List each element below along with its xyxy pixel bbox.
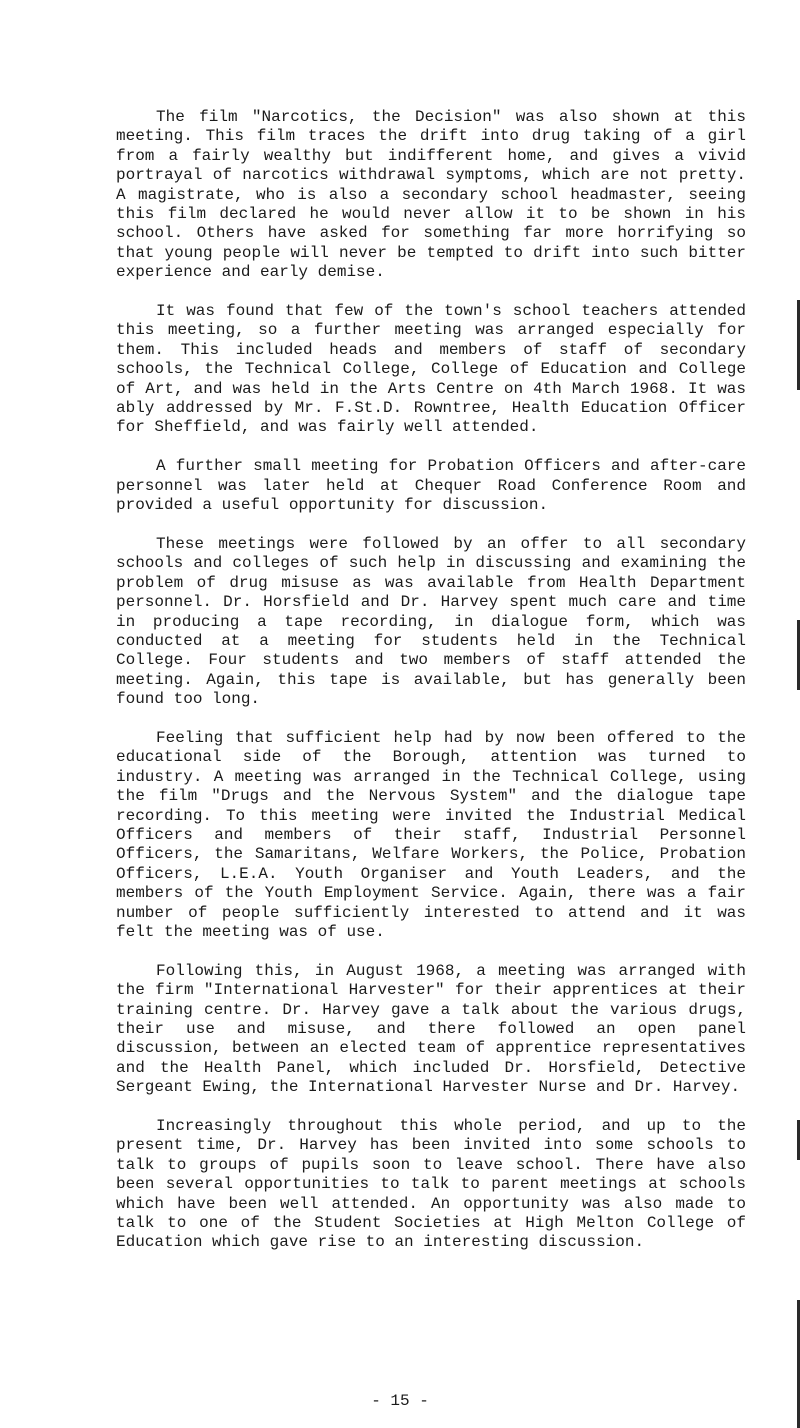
paragraph-probation-meeting: A further small meeting for Probation Officers and after-care personnel was later held at Chequer Road Conference Room and provided a useful opportunity for discussion.	[116, 457, 746, 515]
paragraph-schools-offer: These meetings were followed by an offer to all secondary schools and colleges of such help in discussing and examining the problem of drug misuse as was available from Health Department personnel. Dr. Horsfield and Dr. Harvey spent much care and time in producing a tape recording, in dialogue form, which was conducted at a meeting for students held in the Technical College. Four students and two members of staff attended the meeting. Again, this tape is available, but has generally been found too long.	[116, 534, 746, 709]
paragraph-industry-meeting: Feeling that sufficient help had by now been offered to the educational side of the Borough, attention was turned to industry. A meeting was arranged in the Technical College, using the film "Drugs and the Nervous System" and the dialogue tape recording. To this meeting were invited the Industrial Medical Officers and members of their staff, Industrial Personnel Officers, the Samaritans, Welfare Workers, the Police, Probation Officers, L.E.A. Youth Organiser and Youth Leaders, and the members of the Youth Employment Service. Again, there was a fair number of people sufficiently interested to attend and it was felt the meeting was of use.	[116, 728, 746, 941]
paragraph-harvester-meeting: Following this, in August 1968, a meeting was arranged with the firm "International Harvester" for their apprentices at their training centre. Dr. Harvey gave a talk about the various drugs, their use and misuse, and there followed an open panel discussion, between an elected team of apprentice representatives and the Health Panel, which included Dr. Horsfield, Detective Sergeant Ewing, the International Harvester Nurse and Dr. Harvey.	[116, 961, 746, 1097]
paragraph-school-talks: Increasingly throughout this whole period, and up to the present time, Dr. Harvey has been invited into some schools to talk to groups of pupils soon to leave school. There have also been several opportunities to talk to parent meetings at schools which have been well attended. An opportunity was also made to talk to one of the Student Societies at High Melton College of Education which gave rise to an interesting discussion.	[116, 1117, 746, 1252]
page-number: - 15 -	[371, 1392, 429, 1410]
paragraph-film-narcotics: The film "Narcotics, the Decision" was also shown at this meeting. This film traces the drift into drug taking of a girl from a fairly wealthy but indifferent home, and gives a vivid portrayal of narcotics withdrawal symptoms, which are not pretty. A magistrate, who is also a secondary school headmaster, seeing this film declared he would never allow it to be shown in his school. Others have asked for something far more horrifying so that young people will never be tempted to drift into such bitter experience and early demise.	[116, 108, 746, 282]
paragraph-teachers-meeting: It was found that few of the town's school teachers attended this meeting, so a further meeting was arranged especially for them. This included heads and members of staff of secondary schools, the Technical College, College of Education and College of Art, and was held in the Arts Centre on 4th March 1968. It was ably addressed by Mr. F.St.D. Rowntree, Health Education Officer for Sheffield, and was fairly well attended.	[116, 302, 746, 437]
body-text	[116, 108, 746, 1272]
